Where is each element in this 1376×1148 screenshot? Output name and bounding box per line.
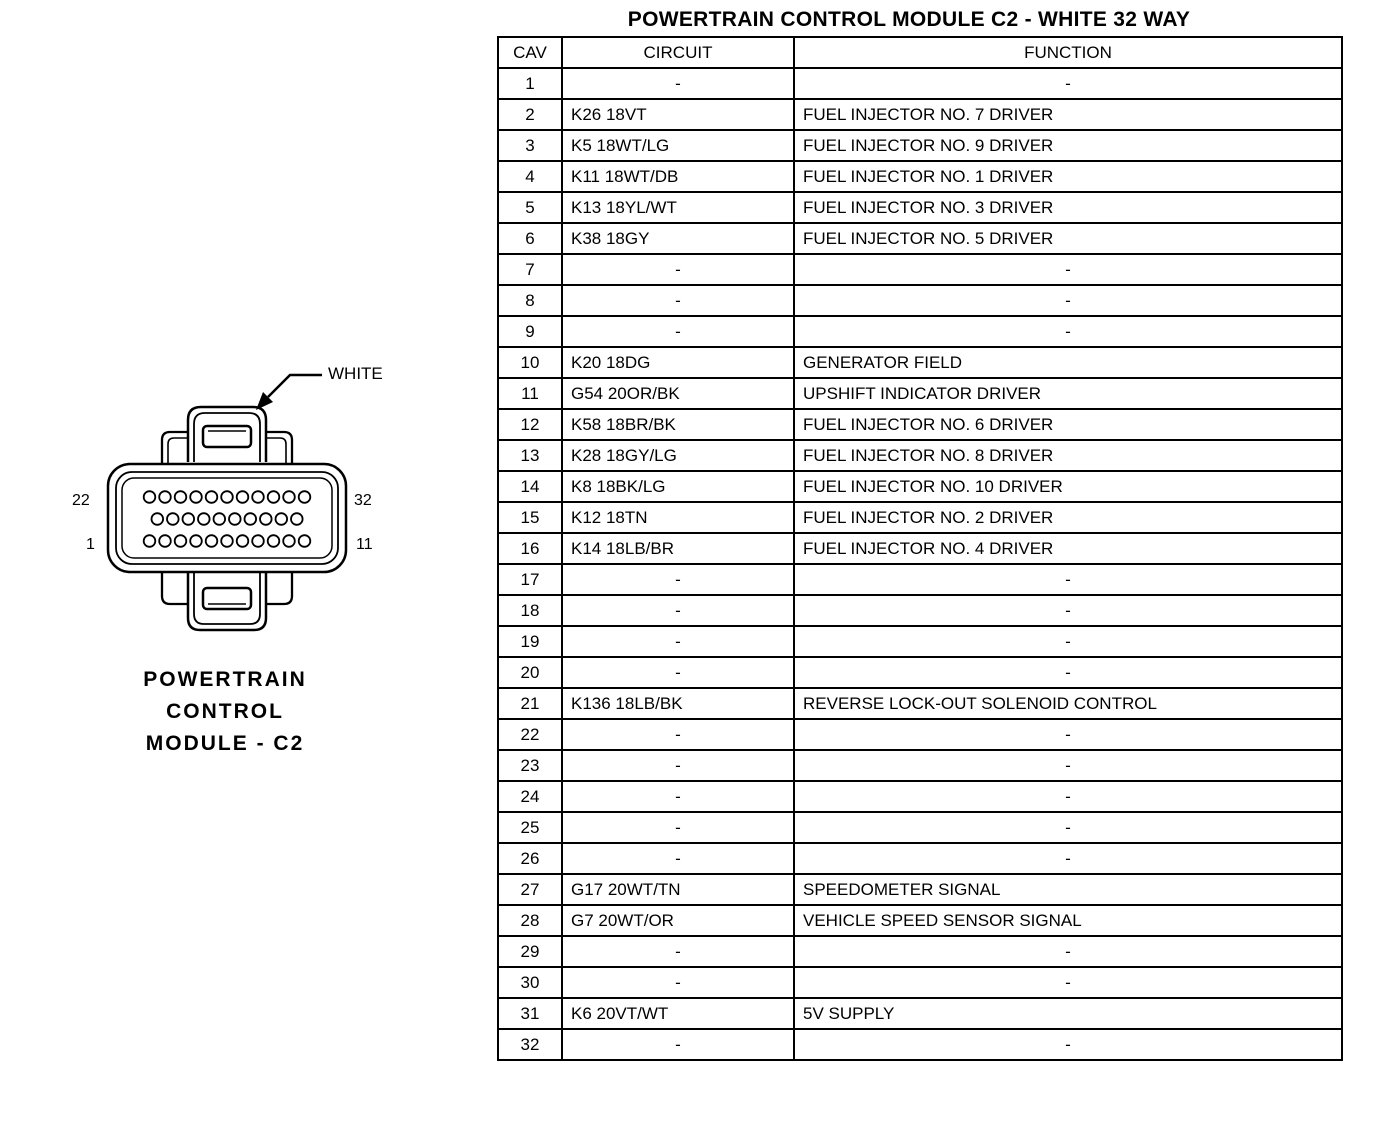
table-row: [498, 347, 1342, 378]
cav-cell: 20: [498, 657, 562, 688]
pin-cavity: [252, 535, 264, 547]
table-row: [498, 874, 1342, 905]
header-cav: CAV: [498, 37, 562, 68]
table-title: POWERTRAIN CONTROL MODULE C2 - WHITE 32 WAY: [627, 8, 1191, 31]
function-cell: 5V SUPPLY: [794, 998, 1342, 1029]
pin-cavity: [283, 535, 295, 547]
table-row: [498, 471, 1342, 502]
cav-cell: 29: [498, 936, 562, 967]
top-latch-window: [203, 426, 251, 447]
function-cell: -: [794, 936, 1342, 967]
circuit-cell: -: [562, 285, 794, 316]
cav-cell: 15: [498, 502, 562, 533]
function-cell: FUEL INJECTOR NO. 9 DRIVER: [794, 130, 1342, 161]
pin-cavity: [183, 513, 195, 525]
pin-cavity: [245, 513, 257, 525]
circuit-cell: G17 20WT/TN: [562, 874, 794, 905]
connector-color-label: WHITE: [328, 364, 383, 383]
table-row: [498, 254, 1342, 285]
cav-cell: 32: [498, 1029, 562, 1060]
cav-cell: 26: [498, 843, 562, 874]
white-pointer-line: [268, 375, 322, 397]
table-row: [498, 564, 1342, 595]
cav-cell: 25: [498, 812, 562, 843]
table-row: [498, 936, 1342, 967]
connector-body: [108, 464, 346, 572]
function-cell: UPSHIFT INDICATOR DRIVER: [794, 378, 1342, 409]
cav-cell: 1: [498, 68, 562, 99]
cav-cell: 31: [498, 998, 562, 1029]
cav-cell: 27: [498, 874, 562, 905]
function-cell: FUEL INJECTOR NO. 8 DRIVER: [794, 440, 1342, 471]
table-row: [498, 781, 1342, 812]
function-cell: -: [794, 626, 1342, 657]
function-cell: -: [794, 316, 1342, 347]
header-function: FUNCTION: [794, 37, 1342, 68]
pinout-table: [497, 36, 1343, 1061]
circuit-cell: -: [562, 68, 794, 99]
table-row: [498, 719, 1342, 750]
table-row: [498, 440, 1342, 471]
function-cell: VEHICLE SPEED SENSOR SIGNAL: [794, 905, 1342, 936]
table-row: [498, 843, 1342, 874]
circuit-cell: K28 18GY/LG: [562, 440, 794, 471]
cav-cell: 24: [498, 781, 562, 812]
function-cell: -: [794, 967, 1342, 998]
connector-diagram: [60, 350, 400, 650]
table-row: [498, 812, 1342, 843]
pin-cavity: [283, 491, 295, 503]
function-cell: -: [794, 285, 1342, 316]
circuit-cell: K14 18LB/BR: [562, 533, 794, 564]
function-cell: FUEL INJECTOR NO. 4 DRIVER: [794, 533, 1342, 564]
pin-cavity: [299, 535, 311, 547]
circuit-cell: -: [562, 1029, 794, 1060]
pin-label-top-left: 22: [72, 492, 90, 509]
pin-cavity: [268, 491, 280, 503]
function-cell: -: [794, 595, 1342, 626]
pin-cavity: [221, 491, 233, 503]
circuit-cell: K12 18TN: [562, 502, 794, 533]
pin-cavity: [299, 491, 311, 503]
circuit-cell: -: [562, 564, 794, 595]
circuit-cell: K6 20VT/WT: [562, 998, 794, 1029]
circuit-cell: K5 18WT/LG: [562, 130, 794, 161]
table-row: [498, 161, 1342, 192]
table-row: [498, 1029, 1342, 1060]
cav-cell: 5: [498, 192, 562, 223]
pin-cavity: [206, 535, 218, 547]
pin-cavity: [237, 535, 249, 547]
table-row: [498, 409, 1342, 440]
circuit-cell: -: [562, 843, 794, 874]
bottom-latch-window: [203, 588, 251, 609]
circuit-cell: K38 18GY: [562, 223, 794, 254]
cav-cell: 10: [498, 347, 562, 378]
table-row: [498, 967, 1342, 998]
pin-cavity: [167, 513, 179, 525]
circuit-cell: K58 18BR/BK: [562, 409, 794, 440]
function-cell: FUEL INJECTOR NO. 1 DRIVER: [794, 161, 1342, 192]
function-cell: -: [794, 812, 1342, 843]
circuit-cell: -: [562, 595, 794, 626]
pin-label-bottom-left: 1: [86, 536, 95, 553]
table-row: [498, 750, 1342, 781]
table-row: [498, 688, 1342, 719]
function-cell: -: [794, 750, 1342, 781]
header-circuit: CIRCUIT: [562, 37, 794, 68]
cav-cell: 4: [498, 161, 562, 192]
circuit-cell: -: [562, 626, 794, 657]
circuit-cell: -: [562, 936, 794, 967]
caption-line: POWERTRAIN: [143, 668, 307, 691]
circuit-cell: K13 18YL/WT: [562, 192, 794, 223]
cav-cell: 8: [498, 285, 562, 316]
pin-cavity: [214, 513, 226, 525]
table-row: [498, 68, 1342, 99]
pin-cavity: [206, 491, 218, 503]
pinout-table-body: [498, 68, 1342, 1060]
circuit-cell: K8 18BK/LG: [562, 471, 794, 502]
cav-cell: 11: [498, 378, 562, 409]
pin-cavity: [252, 491, 264, 503]
circuit-cell: G7 20WT/OR: [562, 905, 794, 936]
function-cell: -: [794, 564, 1342, 595]
function-cell: FUEL INJECTOR NO. 5 DRIVER: [794, 223, 1342, 254]
cav-cell: 28: [498, 905, 562, 936]
function-cell: -: [794, 657, 1342, 688]
function-cell: FUEL INJECTOR NO. 2 DRIVER: [794, 502, 1342, 533]
pin-cavity: [175, 535, 187, 547]
pin-cavity: [260, 513, 272, 525]
circuit-cell: -: [562, 781, 794, 812]
circuit-cell: -: [562, 254, 794, 285]
cav-cell: 18: [498, 595, 562, 626]
caption-line: MODULE - C2: [145, 732, 305, 755]
cav-cell: 16: [498, 533, 562, 564]
caption-line: CONTROL: [166, 700, 284, 723]
table-header-row: [498, 37, 1342, 68]
table-row: [498, 192, 1342, 223]
pin-cavity: [144, 491, 156, 503]
cav-cell: 19: [498, 626, 562, 657]
pin-cavity: [198, 513, 210, 525]
pin-cavity: [291, 513, 303, 525]
function-cell: -: [794, 1029, 1342, 1060]
cav-cell: 7: [498, 254, 562, 285]
pin-cavity: [276, 513, 288, 525]
table-row: [498, 223, 1342, 254]
circuit-cell: K26 18VT: [562, 99, 794, 130]
pin-cavity: [144, 535, 156, 547]
function-cell: FUEL INJECTOR NO. 6 DRIVER: [794, 409, 1342, 440]
function-cell: GENERATOR FIELD: [794, 347, 1342, 378]
cav-cell: 3: [498, 130, 562, 161]
pin-cavity: [237, 491, 249, 503]
function-cell: FUEL INJECTOR NO. 7 DRIVER: [794, 99, 1342, 130]
bottom-latch: [188, 572, 266, 630]
circuit-cell: -: [562, 750, 794, 781]
pin-cavity: [221, 535, 233, 547]
pin-cavity: [268, 535, 280, 547]
table-row: [498, 533, 1342, 564]
pin-cavity: [175, 491, 187, 503]
cav-cell: 6: [498, 223, 562, 254]
function-cell: -: [794, 781, 1342, 812]
pin-label-top-right: 32: [354, 492, 372, 509]
cav-cell: 30: [498, 967, 562, 998]
function-cell: -: [794, 843, 1342, 874]
table-row: [498, 316, 1342, 347]
function-cell: FUEL INJECTOR NO. 10 DRIVER: [794, 471, 1342, 502]
circuit-cell: -: [562, 316, 794, 347]
pin-cavity: [229, 513, 241, 525]
function-cell: -: [794, 719, 1342, 750]
top-latch: [188, 407, 266, 462]
cav-cell: 9: [498, 316, 562, 347]
pin-cavity: [159, 535, 171, 547]
cav-cell: 22: [498, 719, 562, 750]
table-row: [498, 378, 1342, 409]
cav-cell: 14: [498, 471, 562, 502]
circuit-cell: -: [562, 967, 794, 998]
cav-cell: 17: [498, 564, 562, 595]
connector-caption: [125, 664, 325, 760]
table-row: [498, 595, 1342, 626]
table-row: [498, 99, 1342, 130]
function-cell: REVERSE LOCK-OUT SOLENOID CONTROL: [794, 688, 1342, 719]
table-row: [498, 130, 1342, 161]
circuit-cell: -: [562, 657, 794, 688]
circuit-cell: K20 18DG: [562, 347, 794, 378]
table-row: [498, 905, 1342, 936]
circuit-cell: G54 20OR/BK: [562, 378, 794, 409]
pin-cavity: [190, 491, 202, 503]
circuit-cell: -: [562, 812, 794, 843]
pin-cavity: [190, 535, 202, 547]
table-row: [498, 998, 1342, 1029]
cav-cell: 2: [498, 99, 562, 130]
cav-cell: 12: [498, 409, 562, 440]
pin-cavity: [159, 491, 171, 503]
function-cell: SPEEDOMETER SIGNAL: [794, 874, 1342, 905]
circuit-cell: -: [562, 719, 794, 750]
table-row: [498, 285, 1342, 316]
table-row: [498, 626, 1342, 657]
table-row: [498, 502, 1342, 533]
function-cell: -: [794, 68, 1342, 99]
cav-cell: 13: [498, 440, 562, 471]
cav-cell: 21: [498, 688, 562, 719]
circuit-cell: K136 18LB/BK: [562, 688, 794, 719]
pin-cavity: [152, 513, 164, 525]
circuit-cell: K11 18WT/DB: [562, 161, 794, 192]
function-cell: -: [794, 254, 1342, 285]
cav-cell: 23: [498, 750, 562, 781]
function-cell: FUEL INJECTOR NO. 3 DRIVER: [794, 192, 1342, 223]
table-row: [498, 657, 1342, 688]
connector-drawing: [60, 350, 400, 650]
pin-label-bottom-right: 11: [356, 536, 373, 553]
